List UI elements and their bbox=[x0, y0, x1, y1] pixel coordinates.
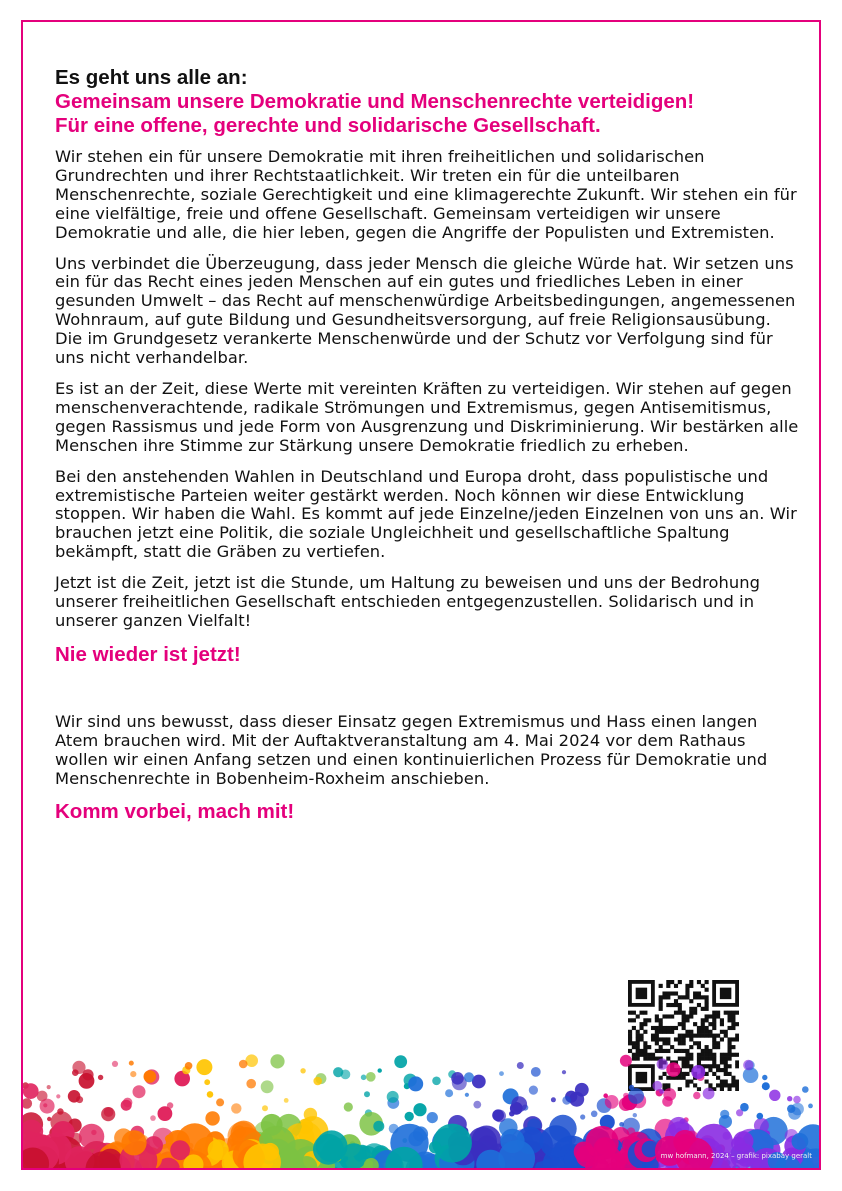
paragraph-dignity: Uns verbindet die Überzeugung, dass jeder Mensch die gleiche Würde hat. Wir setzen uns ein für das Recht eines jeden Menschen auf ein gutes und friedliches Leben in einer gesunden Umwelt – das Recht auf menschenwürdige Arbeitsbedingungen, angemessenen Wohnraum, auf gute Bildung und Gesundheitsversorgung, auf freie Religionsausübung. Die im Grundgesetz verankerte Menschenwürde und der Schutz vor Verfolgung sind für uns nicht verhandelbar. bbox=[55, 253, 796, 368]
page-border bbox=[21, 20, 821, 1170]
paragraph-attitude: Jetzt ist die Zeit, jetzt ist die Stunde, um Haltung zu beweisen und uns der Bedrohung unserer freiheitlichen Gesellschaft entschieden entgegenzustellen. Solidarisch und in unserer ganzen Vielfalt! bbox=[55, 573, 760, 630]
heading-title-line2: Für eine offene, gerechte und solidarische Gesellschaft. bbox=[55, 114, 601, 137]
slogan-never-again: Nie wieder ist jetzt! bbox=[55, 642, 241, 666]
paragraph-democracy: Wir stehen ein für unsere Demokratie mit ihren freiheitlichen und solidarischen Grundrechten und ihrer Rechtstaatlichkeit. Wir treten ein für die unteilbaren Menschenrechte, soziale Gerechtigkeit und eine klimagerechte Zukunft. Wir stehen ein für eine vielfältige, freie und offene Gesellschaft. Gemeinsam verteidigen wir unsere Demokratie und alle, die hier leben, gegen die Angriffe der Populisten und Extremisten. bbox=[55, 147, 797, 242]
paragraph-values: Es ist an der Zeit, diese Werte mit vereinten Kräften zu verteidigen. Wir stehen auf gegen menschenverachtende, radikale Strömungen und Extremismus, gegen Antisemitismus, gegen Rassismus und jede Form von Ausgrenzung und Diskriminierung. Wir bestärken alle Menschen ihre Stimme zur Stärkung unsere Demokratie friedlich zu erheben. bbox=[55, 378, 799, 455]
image-credit: mw hofmann, 2024 – grafik: pixabay geralt bbox=[660, 1152, 812, 1160]
paragraph-elections: Bei den anstehenden Wahlen in Deutschland und Europa droht, dass populistische und extremistische Parteien weiter gestärkt werden. Noch können wir diese Entwicklung stoppen. Wir haben die Wahl. Es kommt auf jede Einzelne/jeden Einzelnen von uns an. Wir brauchen jetzt eine Politik, die soziale Ungleichheit und gesellschaftliche Spaltung bekämpft, statt die Gräben zu vertiefen. bbox=[55, 466, 797, 562]
paragraph-event: Wir sind uns bewusst, dass dieser Einsatz gegen Extremismus und Hass einen langen Atem brauchen wird. Mit der Auftaktveranstaltung am 4. Mai 2024 vor dem Rathaus wollen wir einen Anfang setzen und einen kontinuierlichen Prozess für Demokratie und Menschenrechte in Bobenheim-Roxheim anschieben. bbox=[55, 711, 768, 788]
heading-intro: Es geht uns alle an: bbox=[55, 66, 248, 89]
document-body bbox=[55, 66, 800, 836]
page-heading bbox=[55, 66, 800, 138]
slogan-join: Komm vorbei, mach mit! bbox=[55, 800, 295, 824]
heading-title-line1: Gemeinsam unsere Demokratie und Menschenrechte verteidigen! bbox=[55, 90, 695, 113]
